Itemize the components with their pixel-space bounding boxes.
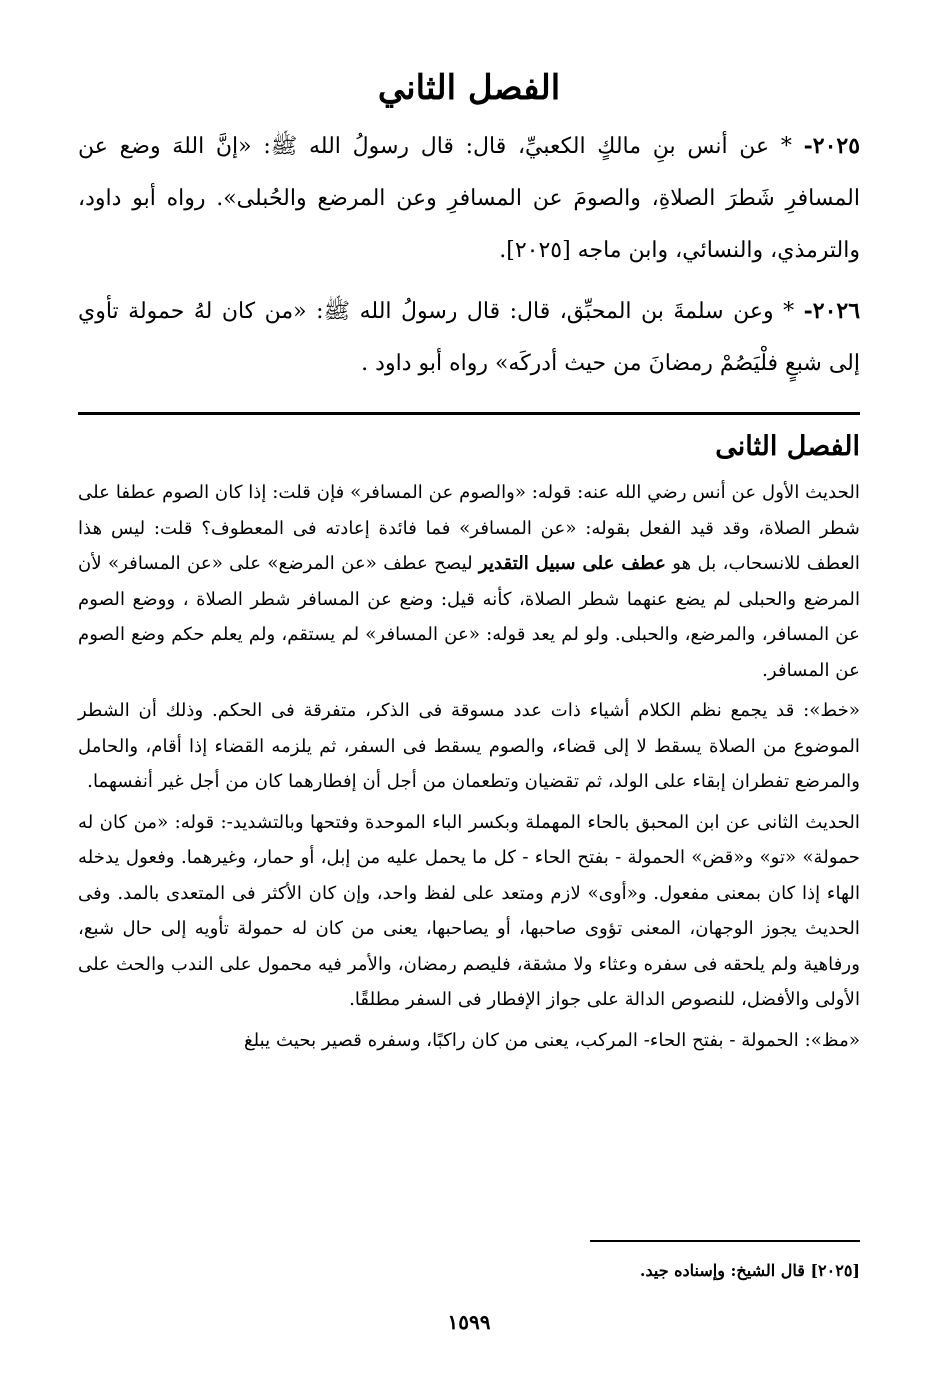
commentary-paragraph-4: «مظ»: الحمولة - بفتح الحاء- المركب، يعنى من كان راكبًا، وسفره قصير بحيث يبلغ <box>243 1029 860 1051</box>
commentary-paragraph-3: الحديث الثانى عن ابن المحبق بالحاء المهملة وبكسر الباء الموحدة وفتحها وبالتشديد-: قوله: «من كان له حمولة» «تو» و«قض» الحمولة - بفتح الحاء - كل ما يحمل عليه من إبل، أو حمار، وغيرهما. وفعول يدخله الهاء إذا كان بمعنى مفعول. و«أوى» لازم ومتعد على لفظ واحد، وإن كان الأكثر فى المتعدى بالمد. وفى الحديث يجوز الوجهان، المعنى تؤوى صاحبها، أو يصاحبها، يعنى من كان له حمولة تأويه إلى حال شبع، ورفاهية ولم يلحقه فى سفره وعثاء ولا مشقة، فليصم رمضان، والأمر فيه محمول على الندب والحث على الأولى والأفضل، للنصوص الدالة على جواز الإفطار فى السفر مطلقًا. <box>78 811 860 1010</box>
footnote-divider <box>590 1240 860 1242</box>
hadith-number: ٢٠٢٥- <box>803 133 861 159</box>
section-divider <box>78 412 860 415</box>
commentary-bold-phrase: عطف على سبيل التقدير <box>478 553 666 574</box>
commentary-text: الحديث الأول عن أنس رضي الله عنه: قوله: «والصوم عن المسافر» فإن قلت: إذا كان الصوم عطفا على شطر الصلاة، وقد قيد الفعل بقوله: «عن المسافر» فما فائدة إعادته فى المعطوف؟ قلت: ليس هذا العطف للانسحاب، بل هو <box>78 482 860 574</box>
section-title: الفصل الثاني <box>377 68 561 108</box>
hadith-2025 <box>78 120 860 277</box>
page <box>78 58 860 1368</box>
hadith-number: ٢٠٢٦- <box>803 298 861 324</box>
commentary-text: ليصح عطف «عن المرضع» على «عن المسافر» لأن المرضع والحبلى لم يضع عنهما شطر الصلاة، كأنه قيل: وضع عن المسافر شطر الصلاة ، ووضع الصوم عن المسافر، والمرضع، والحبلى. ولو لم يعد قوله: «عن المسافر» لم يستقم، ولم يعلم حكم وضع الصوم عن المسافر. <box>78 553 860 681</box>
hadith-2026 <box>78 285 860 390</box>
commentary-paragraph-2: «خط»: قد يجمع نظم الكلام أشياء ذات عدد مسوقة فى الذكر، متفرقة فى الحكم. وذلك أن الشطر الموضوع من الصلاة يسقط لا إلى قضاء، والصوم يسقط فى السفر، ثم يلزمه القضاء إذا أقام، والحامل والمرضع تفطران إبقاء على الولد، ثم تقضيان وتطعمان من أجل أن إفطارهما كان من أجل غير أنفسهما. <box>78 700 860 792</box>
hadith-text: * وعن سلمةَ بن المحبِّق، قال: قال رسولُ الله ﷺ: «من كان لهُ حمولة تأوي إلى شبعٍ فلْيَصُمْ رمضانَ من حيث أدركَه» رواه أبو داود . <box>78 299 860 376</box>
hadith-text: * عن أنس بنِ مالكٍ الكعبيِّ، قال: قال رسولُ الله ﷺ: «إنَّ اللهَ وضع عن المسافرِ شَطرَ الصلاةِ، والصومَ عن المسافرِ وعن المرضع والحُبلى». رواه أبو داود، والترمذي، والنسائي، وابن ماجه [٢٠٢٥]. <box>78 134 860 263</box>
commentary-title: الفصل الثانى <box>715 431 860 462</box>
footnote: [٢٠٢٥] قال الشيخ: وإسناده جيد. <box>639 1261 860 1280</box>
commentary-paragraph-1 <box>78 475 860 688</box>
page-number: ١٥٩٩ <box>447 1310 491 1334</box>
